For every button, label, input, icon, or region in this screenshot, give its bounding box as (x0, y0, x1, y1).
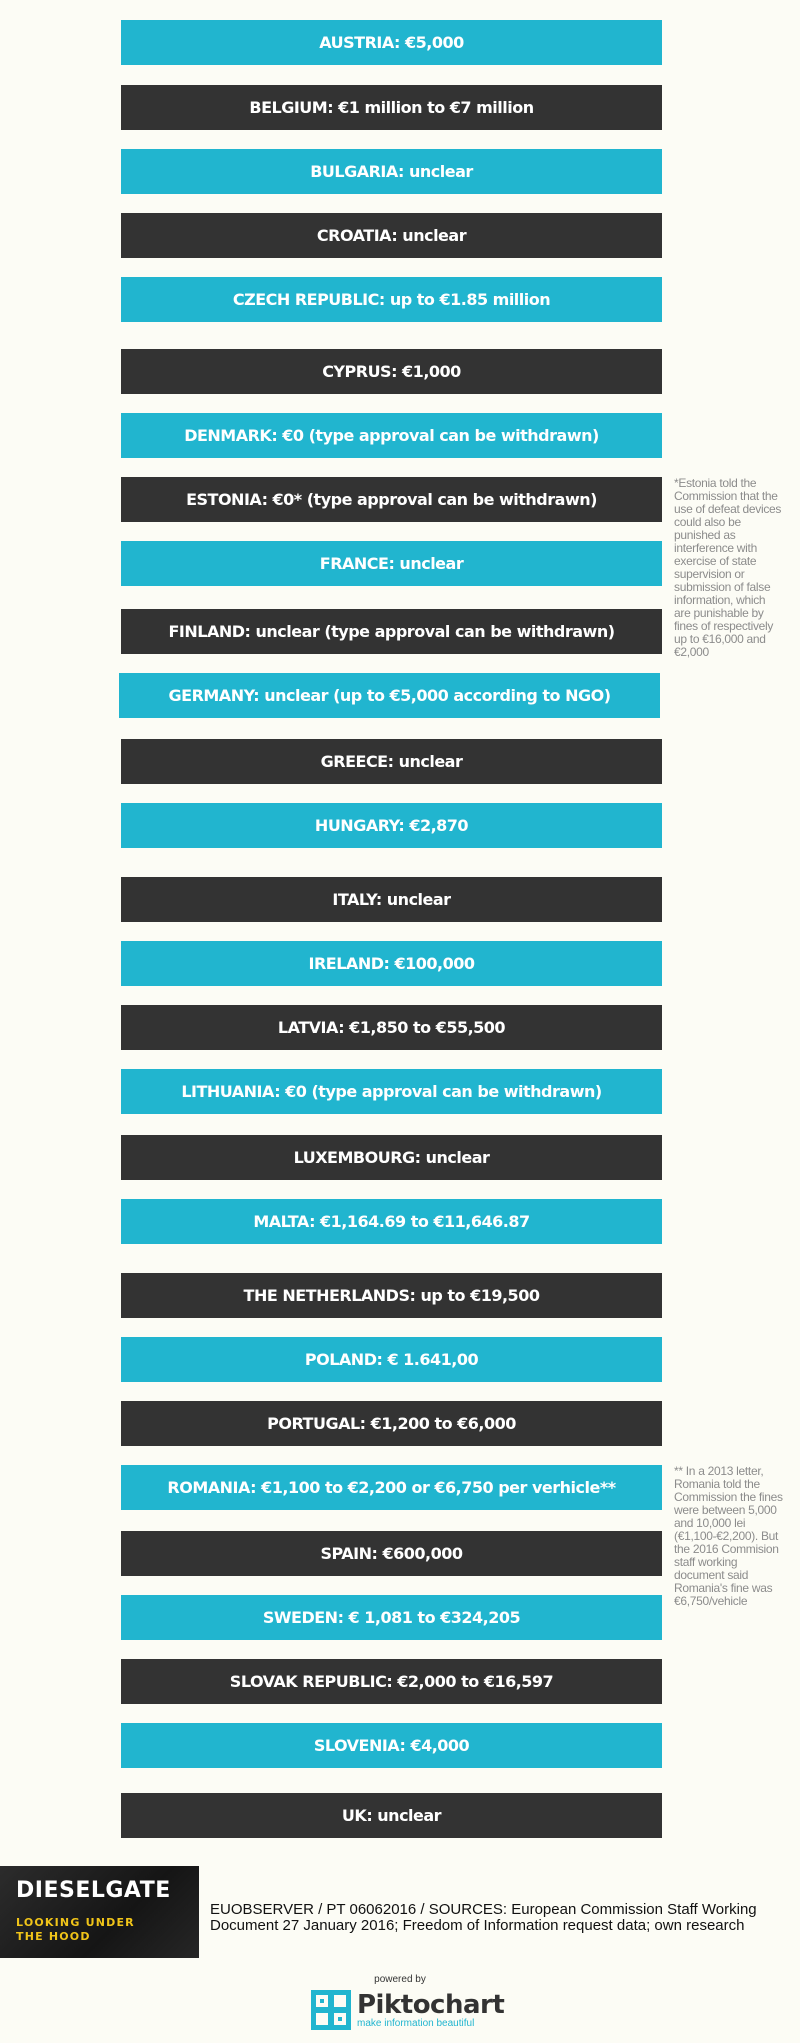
country-bar: AUSTRIA: €5,000 (121, 20, 662, 65)
footnote-line: up to €16,000 and (674, 632, 766, 646)
country-bar: IRELAND: €100,000 (121, 941, 662, 986)
footnote-line: and 10,000 lei (674, 1516, 746, 1530)
footnote-line: Romania told the (674, 1477, 760, 1491)
dieselgate-logo (0, 1866, 199, 1958)
country-bar: GREECE: unclear (121, 739, 662, 784)
piktochart-mark-icon (311, 1990, 351, 2030)
country-bar: LATVIA: €1,850 to €55,500 (121, 1005, 662, 1050)
powered-by-label: powered by (374, 1974, 426, 1985)
country-bar: SWEDEN: € 1,081 to €324,205 (121, 1595, 662, 1640)
footnote-line: €6,750/vehicle (674, 1594, 748, 1608)
piktochart-logo[interactable] (311, 1988, 504, 2032)
country-bar: CROATIA: unclear (121, 213, 662, 258)
country-bar: FINLAND: unclear (type approval can be withdrawn) (121, 609, 662, 654)
footnote-line: are punishable by (674, 606, 764, 620)
country-bar: UK: unclear (121, 1793, 662, 1838)
country-bar: CYPRUS: €1,000 (121, 349, 662, 394)
country-bar: FRANCE: unclear (121, 541, 662, 586)
country-bar: BELGIUM: €1 million to €7 million (121, 85, 662, 130)
logo-title: DIESELGATE (16, 1878, 171, 1903)
footnote-line: document said (674, 1568, 749, 1582)
logo-subtitle-line-2: THE HOOD (16, 1930, 91, 1943)
country-bar: BULGARIA: unclear (121, 149, 662, 194)
sources-text: EUOBSERVER / PT 06062016 / SOURCES: European Commission Staff Working Document 27 January 2016; Freedom of Information request data; own research (210, 1901, 757, 1934)
country-bar: ROMANIA: €1,100 to €2,200 or €6,750 per verhicle** (121, 1465, 662, 1510)
footnote-line: Commission the fines (674, 1490, 783, 1504)
footnote-line: interference with (674, 541, 757, 555)
piktochart-wordmark: Piktochart (357, 1989, 505, 2020)
country-bar: ITALY: unclear (121, 877, 662, 922)
country-bar: LITHUANIA: €0 (type approval can be withdrawn) (121, 1069, 662, 1114)
footnote-line: use of defeat devices (674, 502, 782, 516)
country-bar: GERMANY: unclear (up to €5,000 according to NGO) (119, 673, 660, 718)
footnote-line: the 2016 Commision (674, 1542, 779, 1556)
footnote-line: Commission that the (674, 489, 778, 503)
logo-subtitle-line-1: LOOKING UNDER (16, 1916, 135, 1929)
country-bar: POLAND: € 1.641,00 (121, 1337, 662, 1382)
country-bar: MALTA: €1,164.69 to €11,646.87 (121, 1199, 662, 1244)
country-bar: LUXEMBOURG: unclear (121, 1135, 662, 1180)
footnote-line: punished as (674, 528, 736, 542)
country-bar: SLOVAK REPUBLIC: €2,000 to €16,597 (121, 1659, 662, 1704)
footnote-line: (€1,100-€2,200). But (674, 1529, 779, 1543)
footnote-line: *Estonia told the (674, 476, 757, 490)
country-bar: DENMARK: €0 (type approval can be withdrawn) (121, 413, 662, 458)
footnote-line: fines of respectively (674, 619, 774, 633)
country-bar: PORTUGAL: €1,200 to €6,000 (121, 1401, 662, 1446)
country-bar: HUNGARY: €2,870 (121, 803, 662, 848)
country-bar: SLOVENIA: €4,000 (121, 1723, 662, 1768)
footnote-line: ** In a 2013 letter, (674, 1464, 764, 1478)
romania-footnote (674, 1465, 789, 1608)
footnote-line: were between 5,000 (674, 1503, 777, 1517)
country-bar: THE NETHERLANDS: up to €19,500 (121, 1273, 662, 1318)
country-bar: ESTONIA: €0* (type approval can be withdrawn) (121, 477, 662, 522)
estonia-footnote (674, 477, 789, 659)
footnote-line: €2,000 (674, 645, 709, 659)
footnote-line: supervision or (674, 567, 745, 581)
country-bar: CZECH REPUBLIC: up to €1.85 million (121, 277, 662, 322)
footnote-line: staff working (674, 1555, 738, 1569)
footnote-line: information, which (674, 593, 766, 607)
footnote-line: submission of false (674, 580, 771, 594)
country-bar: SPAIN: €600,000 (121, 1531, 662, 1576)
footnote-line: Romania's fine was (674, 1581, 773, 1595)
footnote-line: could also be (674, 515, 741, 529)
piktochart-tagline: make information beautiful (357, 2017, 475, 2029)
footnote-line: exercise of state (674, 554, 757, 568)
